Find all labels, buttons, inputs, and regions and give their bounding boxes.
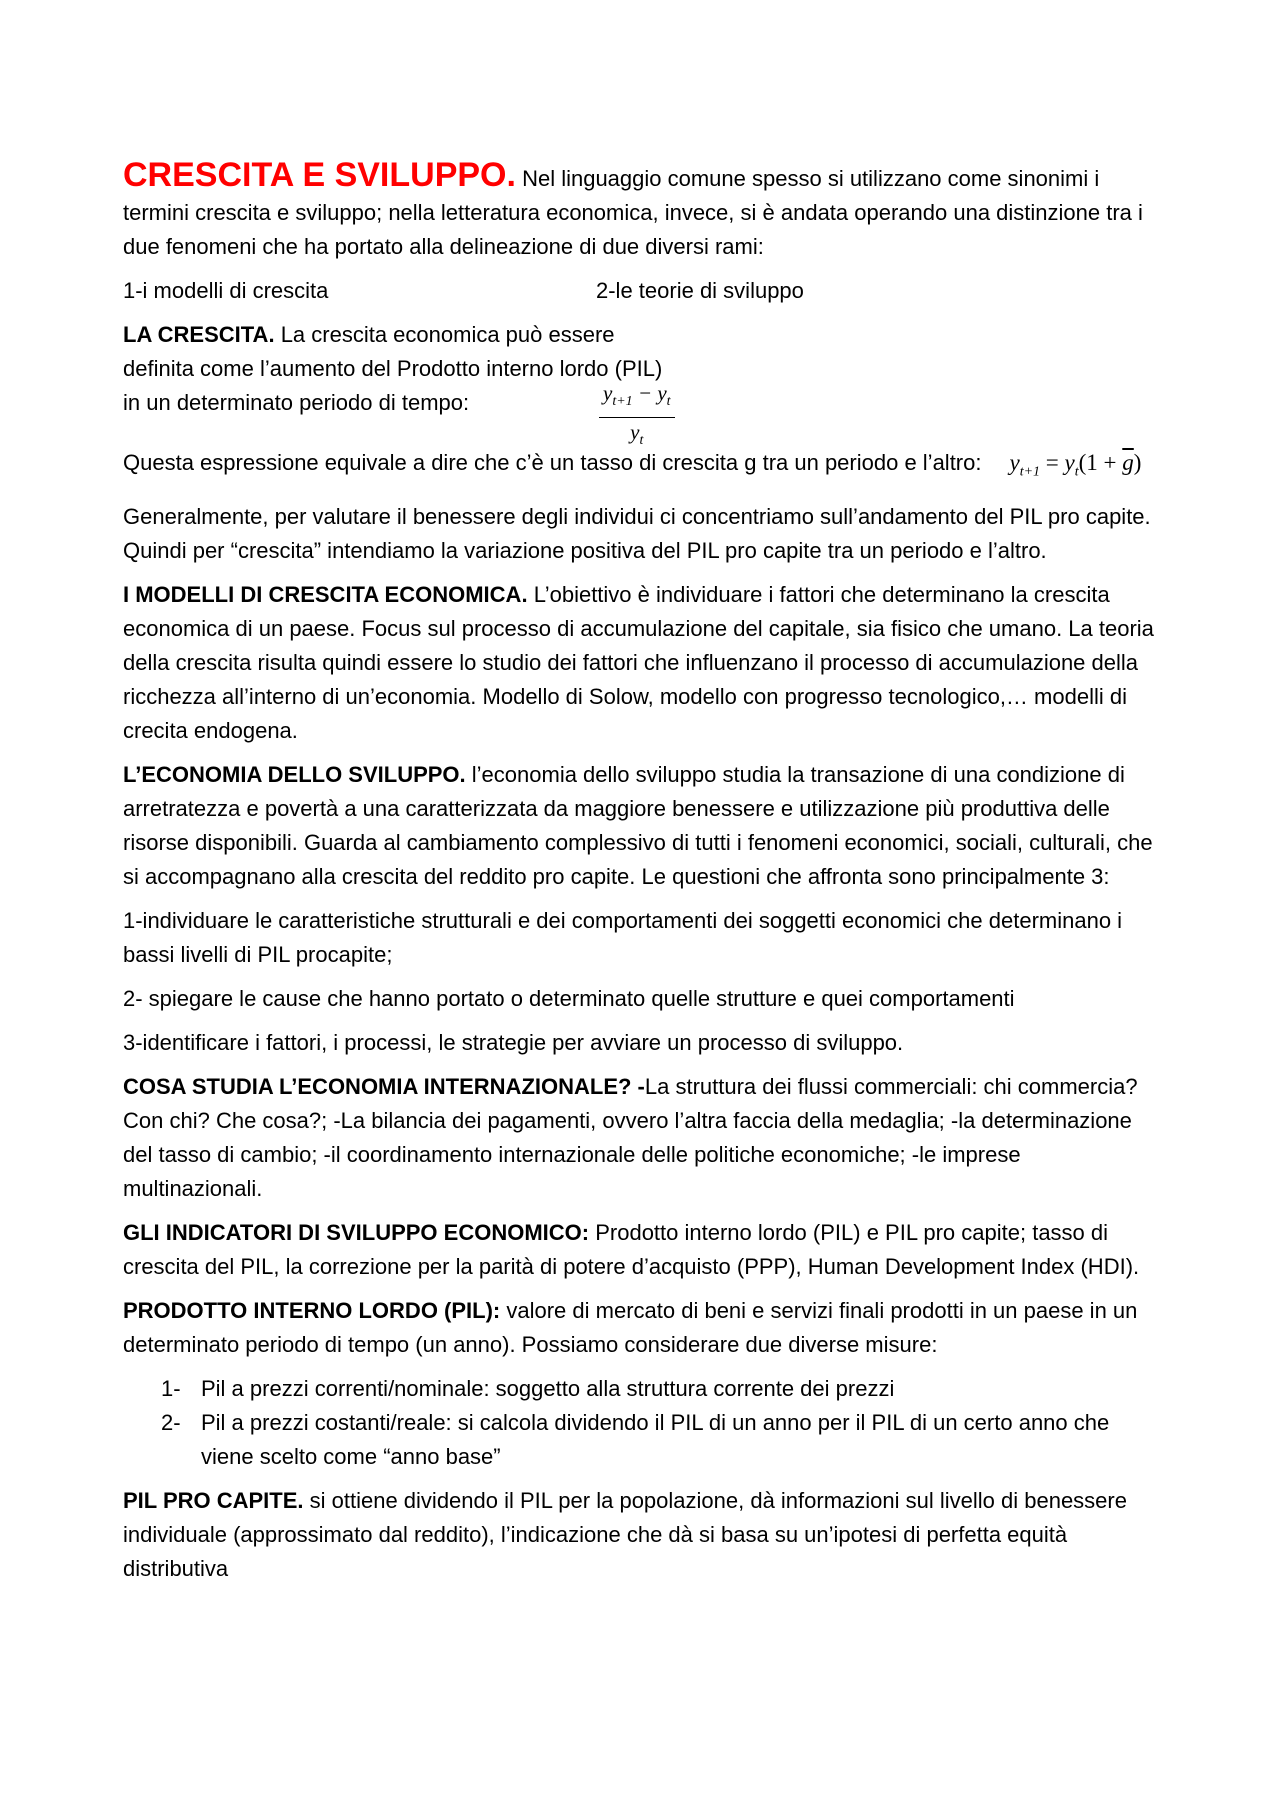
crescita-heading: LA CRESCITA. bbox=[123, 322, 275, 347]
modelli-heading: I MODELLI DI CRESCITA ECONOMICA. bbox=[123, 581, 528, 607]
modelli-paragraph bbox=[123, 578, 1163, 748]
indicatori-paragraph bbox=[123, 1216, 1163, 1284]
pil-paragraph bbox=[123, 1294, 1163, 1362]
list-item-number: 2- bbox=[161, 1409, 181, 1435]
internazionale-heading: COSA STUDIA L’ECONOMIA INTERNAZIONALE? - bbox=[123, 1073, 645, 1099]
list-item-text: Pil a prezzi costanti/reale: si calcola dividendo il PIL di un anno per il PIL di un certo anno che viene scelto come “anno base” bbox=[201, 1409, 1110, 1469]
sviluppo-point-3: 3-identificare i fattori, i processi, le strategie per avviare un processo di sviluppo. bbox=[123, 1029, 904, 1055]
crescita-text: La crescita economica può essere definita come l’aumento del Prodotto interno lordo (PIL) in un determinato periodo di tempo: bbox=[123, 322, 663, 415]
document-page bbox=[123, 158, 1163, 1596]
branches-row bbox=[123, 274, 1163, 308]
pro-capite-paragraph: Generalmente, per valutare il benessere degli individui ci concentriamo sull’andamento del PIL pro capite. Quindi per “crescita” intendiamo la variazione positiva del PIL pro capite tra un periodo e l’altro. bbox=[123, 503, 1151, 563]
document-title: CRESCITA E SVILUPPO. bbox=[123, 156, 516, 194]
sviluppo-heading: L’ECONOMIA DELLO SVILUPPO. bbox=[123, 761, 466, 787]
intro-paragraph bbox=[123, 158, 1163, 264]
list-item-number: 1- bbox=[161, 1375, 181, 1401]
indicatori-text: Prodotto interno lordo (PIL) e PIL pro capite; tasso di crescita del PIL, la correzione per la parità di potere d’acquisto (PPP), Human Development Index (HDI). bbox=[123, 1219, 1140, 1279]
pil-text: valore di mercato di beni e servizi finali prodotti in un paese in un determinato periodo di tempo (un anno). Possiamo considerare due diverse misure: bbox=[123, 1297, 1138, 1357]
growth-rate-fraction bbox=[599, 380, 675, 455]
pil-pro-capite-heading: PIL PRO CAPITE. bbox=[123, 1487, 304, 1513]
fraction-numerator: $y_{t+1} - y_t$ bbox=[599, 380, 675, 418]
pil-pro-capite-paragraph bbox=[123, 1484, 1163, 1586]
intro-text: Nel linguaggio comune spesso si utilizzano come sinonimi i termini crescita e sviluppo; nella letteratura economica, invece, si è andata operando una distinzione tra i due fenomeni che ha portato alla delineazione di due diversi rami: bbox=[123, 166, 1143, 259]
internazionale-paragraph bbox=[123, 1070, 1163, 1206]
sviluppo-text: l’economia dello sviluppo studia la transazione di una condizione di arretratezza e povertà a una caratterizzata da maggiore benessere e utilizzazione più produttiva delle risorse disponibili. Guarda al cambiamento complessivo di tutti i fenomeni economici, sociali, culturali, che si accompagnano alla crescita del reddito pro capite. Le questioni che affronta sono principalmente 3: bbox=[123, 761, 1153, 889]
tasso-text: Questa espressione equivale a dire che c’è un tasso di crescita g tra un periodo e l’altro: bbox=[123, 450, 982, 475]
sviluppo-point-1: 1-individuare le caratteristiche strutturali e dei comportamenti dei soggetti economici che determinano i bassi livelli di PIL procapite; bbox=[123, 907, 1123, 967]
branch-1: 1-i modelli di crescita bbox=[123, 278, 329, 303]
sviluppo-paragraph bbox=[123, 758, 1163, 894]
pil-heading: PRODOTTO INTERNO LORDO (PIL): bbox=[123, 1297, 501, 1323]
pil-pro-capite-text: si ottiene dividendo il PIL per la popolazione, dà informazioni sul livello di benessere individuale (approssimato dal reddito), l’indicazione che dà si basa su un’ipotesi di perfetta equità distributiva bbox=[123, 1487, 1127, 1581]
list-item-text: Pil a prezzi correnti/nominale: soggetto alla struttura corrente dei prezzi bbox=[201, 1375, 895, 1401]
branch-2: 2-le teorie di sviluppo bbox=[596, 278, 804, 303]
fraction-denominator: $y_t$ bbox=[630, 420, 644, 449]
sviluppo-point-2: 2- spiegare le cause che hanno portato o determinato quelle strutture e quei comportamenti bbox=[123, 985, 1015, 1011]
list-item bbox=[123, 1372, 1163, 1406]
crescita-text-block bbox=[123, 318, 663, 420]
list-item bbox=[123, 1406, 1163, 1474]
internazionale-text: La struttura dei flussi commerciali: chi commercia? Con chi? Che cosa?; -La bilancia dei pagamenti, ovvero l’altra faccia della medaglia; -la determinazione del tasso di cambio; -il coordinamento internazionale delle politiche economiche; -le imprese multinazionali. bbox=[123, 1073, 1138, 1201]
indicatori-heading: GLI INDICATORI DI SVILUPPO ECONOMICO: bbox=[123, 1219, 590, 1245]
tasso-formula: $y_{t+1} = y_t(1 + \overline{g})$ bbox=[1009, 450, 1142, 480]
modelli-text: L’obiettivo è individuare i fattori che determinano la crescita economica di un paese. Focus sul processo di accumulazione del capitale, sia fisico che umano. La teoria della crescita risulta quindi essere lo studio dei fattori che influenzano il processo di accumulazione della ricchezza all’interno di un’economia. Modello di Solow, modello con progresso tecnologico,… modelli di crecita endogena. bbox=[123, 581, 1154, 743]
pil-list bbox=[123, 1372, 1163, 1474]
